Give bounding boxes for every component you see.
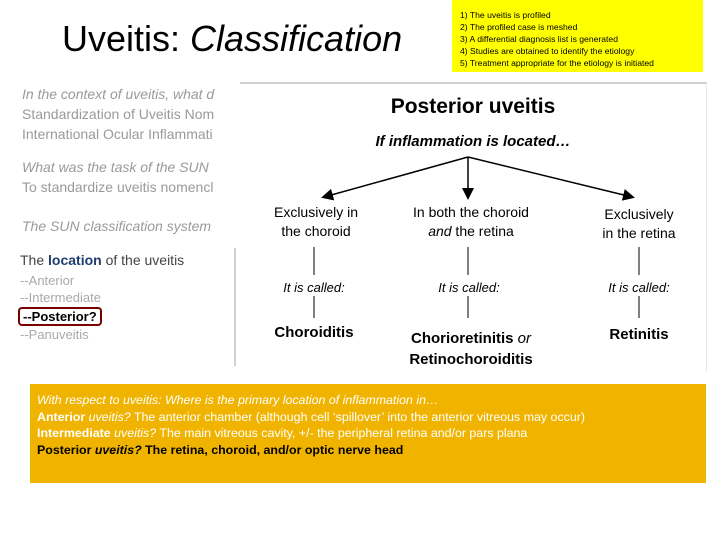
background-question-2 (22, 157, 213, 197)
location-item-panuveitis: --Panuveitis (20, 327, 89, 342)
background-question-1 (22, 84, 214, 144)
divider-line (234, 248, 236, 366)
panel-subtitle: If inflammation is located… (375, 133, 571, 150)
diagnosis-choroiditis: Choroiditis (274, 324, 354, 341)
location-summary-box (30, 384, 706, 483)
called-label: It is called: (608, 280, 670, 295)
step-item: 1) The uveitis is profiled (460, 10, 551, 20)
diagnosis-retinitis: Retinitis (609, 326, 669, 343)
location-choroid-and-retina: In both the choroid and the retina (413, 204, 529, 239)
panel-right-border (706, 82, 707, 372)
summary-line-intermediate: Intermediate uveitis? The main vitreous cavity, +/- the peripheral retina and/or pars plana (37, 426, 528, 440)
panel-top-border (240, 82, 706, 84)
bg-text-line: Standardization of Uveitis Nom (22, 106, 215, 122)
bg-text-line: To standardize uveitis nomencl (22, 179, 214, 195)
arrow-choroid (324, 157, 468, 197)
diagnosis-chorioretinitis: Chorioretinitis or Retinochoroiditis (409, 330, 533, 368)
summary-line: With respect to uveitis: Where is the primary location of inflammation in… (37, 393, 439, 407)
called-label: It is called: (438, 280, 500, 295)
bg-text-line: International Ocular Inflammati (22, 126, 213, 142)
background-question-3: The SUN classification system (22, 218, 212, 234)
location-retina: Exclusively in the retina (602, 206, 676, 241)
summary-line-anterior: Anterior uveitis? The anterior chamber (although cell ‘spillover’ into the anterior vitreous may occur) (37, 409, 585, 424)
location-choroid: Exclusively in the choroid (273, 204, 359, 239)
location-item-intermediate: --Intermediate (20, 290, 101, 305)
steps-box (452, 0, 703, 72)
step-item: 2) The profiled case is meshed (460, 22, 578, 33)
location-heading: The location of the uveitis (20, 252, 185, 268)
arrow-retina (468, 157, 632, 197)
step-item: 3) A differential diagnosis list is generated (460, 34, 618, 45)
step-item: 5) Treatment appropriate for the etiology is initiated (460, 58, 654, 69)
panel-title: Posterior uveitis (390, 95, 556, 118)
step-item: 4) Studies are obtained to identify the etiology (460, 46, 635, 57)
location-item-posterior: --Posterior? (18, 307, 102, 326)
location-item-anterior: --Anterior (20, 273, 75, 288)
slide-title: Uveitis: Classification (62, 18, 403, 59)
bg-text-line: What was the task of the SUN (22, 159, 209, 175)
bg-text-line: In the context of uveitis, what d (22, 86, 215, 102)
called-label: It is called: (283, 280, 345, 295)
summary-line-posterior: Posterior uveitis? The retina, choroid, and/or optic nerve head (37, 442, 404, 457)
